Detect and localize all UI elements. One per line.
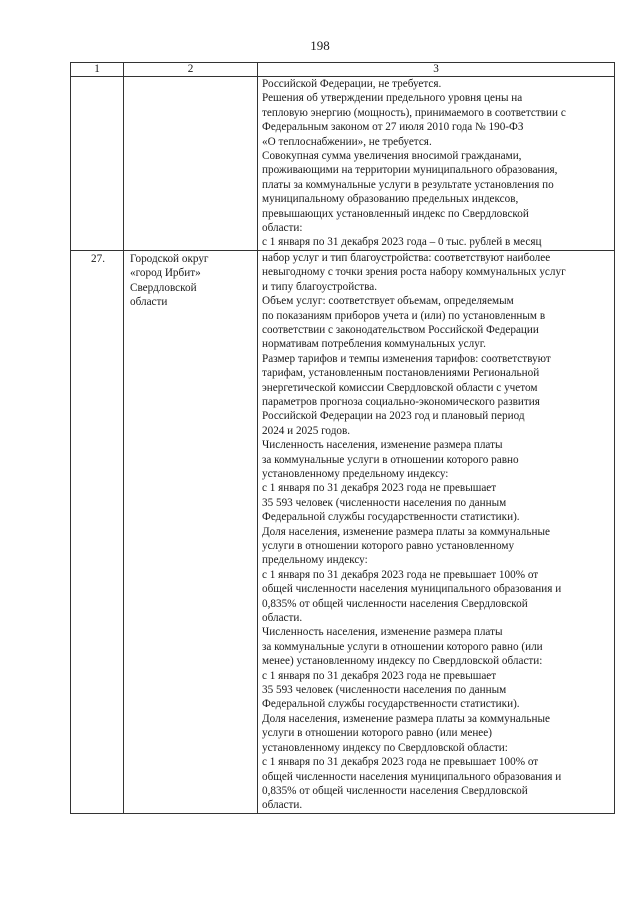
text-line: Численность населения, изменение размера платы	[262, 626, 503, 639]
text-line: Доля населения, изменение размера платы за коммунальные	[262, 712, 550, 725]
text-line: общей численности населения муниципального образования и	[262, 770, 562, 783]
text-line: Численность населения, изменение размера платы	[262, 439, 503, 452]
text-line: соответствии с законодательством Российской Федерации	[262, 323, 539, 336]
text-line: и типу благоустройства.	[262, 280, 377, 293]
description-cell	[258, 77, 615, 251]
column-header-1: 1	[71, 63, 124, 77]
text-line: параметров прогноза социально-экономического развития	[262, 395, 540, 408]
text-line: Объем услуг: соответствует объемам, определяемым	[262, 295, 514, 308]
text-line: Доля населения, изменение размера платы за коммунальные	[262, 525, 550, 538]
text-line: Размер тарифов и темпы изменения тарифов: соответствуют	[262, 352, 551, 365]
municipality-cell	[124, 77, 258, 251]
text-line: Свердловской	[130, 281, 197, 294]
text-line: набор услуг и тип благоустройства: соответствуют наиболее	[262, 251, 551, 264]
text-line: энергетической комиссии Свердловской области с учетом	[262, 381, 538, 394]
text-line: нормативам потребления коммунальных услуг.	[262, 338, 486, 351]
row-number-cell	[71, 77, 124, 251]
column-header-3: 3	[258, 63, 615, 77]
description-cell	[258, 250, 615, 813]
text-line: Российской Федерации, не требуется.	[262, 78, 442, 90]
text-line: области:	[262, 222, 303, 235]
text-line: 35 593 человек (численности населения по данным	[262, 684, 507, 697]
text-line: тарифам, установленным постановлениями Региональной	[262, 367, 540, 380]
text-line: установленному индексу по Свердловской области:	[262, 741, 508, 754]
text-line: услуги в отношении которого равно (или менее)	[262, 727, 492, 740]
text-line: с 1 января по 31 декабря 2023 года не превышает	[262, 669, 497, 682]
text-line: за коммунальные услуги в отношении которого равно	[262, 453, 519, 466]
text-line: с 1 января по 31 декабря 2023 года не превышает 100% от	[262, 568, 539, 581]
text-line: «О теплоснабжении», не требуется.	[262, 135, 432, 148]
text-line: невыгодному с точки зрения роста набору коммунальных услуг	[262, 266, 566, 279]
text-line: проживающими на территории муниципального образования,	[262, 164, 558, 177]
text-line: Федеральной службы государственности статистики).	[262, 511, 520, 524]
text-line: Совокупная сумма увеличения вносимой гражданами,	[262, 150, 522, 163]
text-line: 2024 и 2025 годов.	[262, 424, 351, 437]
text-line: 0,835% от общей численности населения Свердловской	[262, 597, 528, 610]
text-line: области.	[262, 612, 303, 625]
text-line: Решения об утверждении предельного уровня цены на	[262, 92, 523, 105]
text-line: превышающих установленный индекс по Свердловской	[262, 207, 529, 220]
text-line: с 1 января по 31 декабря 2023 года не превышает	[262, 482, 497, 495]
text-line: Городской округ	[130, 252, 209, 265]
text-line: 35 593 человек (численности населения по данным	[262, 496, 507, 509]
text-line: за коммунальные услуги в отношении которого равно (или	[262, 640, 543, 653]
text-line: с 1 января по 31 декабря 2023 года – 0 тыс. рублей в месяц	[262, 236, 542, 249]
text-line: области.	[262, 799, 303, 812]
text-line: «город Ирбит»	[130, 267, 201, 280]
text-line: по показаниям приборов учета и (или) по установленным в	[262, 309, 546, 322]
table-row-continued	[71, 77, 615, 251]
text-line: 0,835% от общей численности населения Свердловской	[262, 784, 528, 797]
text-line: Российской Федерации на 2023 год и плановый период	[262, 410, 525, 423]
table-header-row	[71, 63, 615, 77]
text-line: платы за коммунальные услуги в результате установления по	[262, 178, 554, 191]
text-line: услуги в отношении которого равно установленному	[262, 540, 515, 552]
column-header-2: 2	[124, 63, 258, 77]
text-line: с 1 января по 31 декабря 2023 года не превышает 100% от	[262, 756, 539, 769]
row-number-cell: 27.	[71, 250, 124, 813]
text-line: области	[130, 296, 168, 309]
text-line: общей численности населения муниципального образования и	[262, 583, 562, 596]
text-line: Федеральной службы государственности статистики).	[262, 698, 520, 711]
text-line: предельному индексу:	[262, 554, 368, 567]
document-table	[70, 62, 615, 814]
text-line: Федеральным законом от 27 июля 2010 года № 190-ФЗ	[262, 121, 524, 134]
municipality-cell	[124, 250, 258, 813]
text-line: тепловую энергию (мощность), принимаемого в соответствии с	[262, 106, 566, 119]
text-line: муниципальному образованию предельных индексов,	[262, 193, 519, 206]
text-line: менее) установленному индексу по Свердловской области:	[262, 655, 543, 668]
table-row-27	[71, 250, 615, 813]
text-line: установленному предельному индексу:	[262, 467, 449, 480]
page-number: 198	[310, 38, 330, 53]
